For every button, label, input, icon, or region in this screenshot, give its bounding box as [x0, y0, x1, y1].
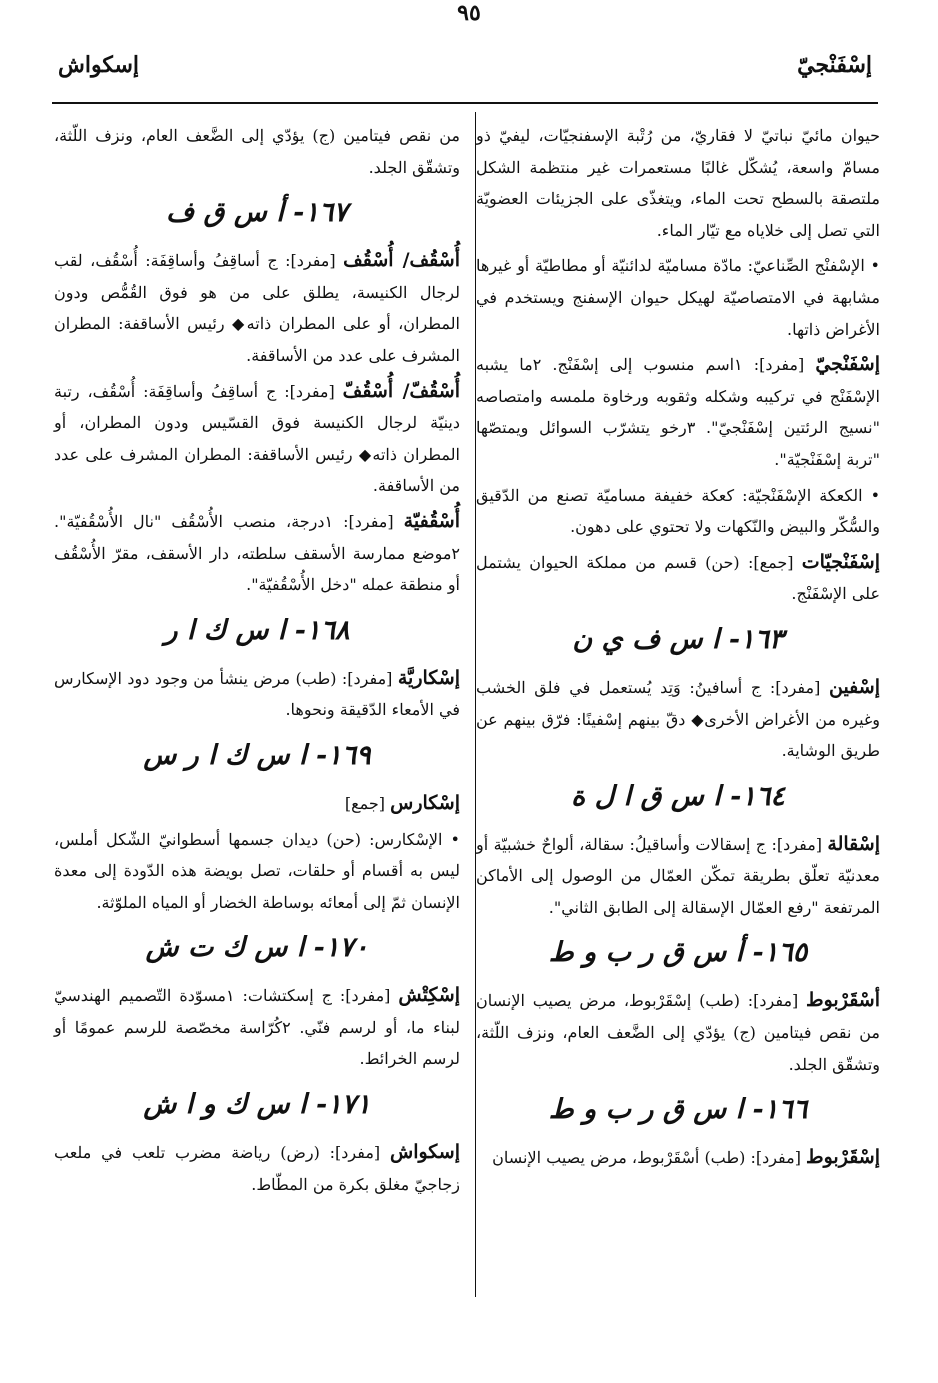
entry-text: [مفرد]: ج أساقِفُ وأساقِفَة: أُسْقُف، رتبة دينيّة لرجال الكنيسة فوق القسّيس ودون المطران، أو المطران ذاته◆ رئيس الأساقفة: المطران المشرف على عدد من الأساقفة.	[54, 381, 460, 496]
entry-paragraph	[476, 120, 880, 246]
entry-headword: إسْكِتْش	[398, 984, 461, 1007]
dictionary-entry	[476, 1142, 880, 1174]
entry-headword: إسْقالة	[827, 832, 880, 855]
entry-text: [مفرد]: (رض) رياضة مضرب تلعب في ملعب زجاجيّ مغلق بكرة من المطّاط.	[54, 1143, 460, 1194]
header-rule	[52, 102, 878, 104]
root-section-heading: ١٦٨- ا س ك ا ر	[164, 614, 350, 646]
root-section-heading: ١٦٩- ا س ك ا ر س	[143, 739, 371, 771]
entry-text: [مفرد]: ج أسافينُ: وَتِد يُستعمل في فلق الخشب وغيره من الأغراض الأخرى◆ دقّ بينهم إسْفينًا: فرّق بينهم عن طريق الوشاية.	[476, 677, 880, 761]
entry-headword: إسْفَنْجيّات	[801, 550, 880, 573]
entry-headword: إسْكارس	[390, 791, 460, 814]
entry-headword: أُسْقُفيّة	[403, 509, 460, 532]
entry-text: من نقص فيتامين (ج) يؤدّي إلى الضَّعف العام، ونزف اللّثة، وتشقّق الجلد.	[54, 126, 460, 177]
entry-headword: إسْفَنْجيّ	[815, 353, 880, 376]
running-header-first-word: إسْفَنْجيّ	[797, 52, 872, 78]
left-column	[54, 120, 460, 1204]
root-section-heading: ١٦٥- أ س ق ر ب و ط	[548, 937, 808, 969]
dictionary-entry	[54, 506, 460, 601]
entry-headword: إسْفين	[828, 675, 880, 698]
entry-headword: إسْقَرْبوط	[806, 1146, 880, 1169]
root-section-heading: ١٦٤- ا س ق ا ل ة	[571, 780, 785, 812]
dictionary-entry	[54, 1137, 460, 1200]
dictionary-entry	[476, 829, 880, 924]
entry-text: [جمع]	[344, 793, 391, 813]
dictionary-entry	[54, 788, 460, 820]
entry-headword: إسْكاريَّة	[397, 666, 460, 689]
entry-paragraph	[54, 120, 460, 183]
dictionary-entry	[476, 349, 880, 475]
root-section-heading: ١٦٧- أ س ق ف	[166, 197, 348, 229]
entry-text: [مفرد]: ١اسم منسوب إلى إسْفَنْج. ٢ما يشبه الإسْفَنْج في تركيبه وشكله وثقوبه ورخاوة ملمسه وامتصاصه "نسيج الرئتين إسْفَنْجيّ". ٣رخو يتشرّب السوائل ويمتصّها "تربة إسْفَنْجيّة".	[476, 355, 881, 469]
root-section-heading: ١٧٠- ا س ك ت ش	[145, 932, 369, 964]
right-column	[476, 120, 880, 1178]
entry-paragraph	[476, 250, 880, 345]
entry-headword: أسْقَرْبوط	[806, 989, 880, 1012]
entry-text: • الإسْفنْج الصِّناعيّ: مادّة مساميّة لدائنيّة أو مطاطيّة أو غيرها مشابهة في الامتصاصيّة لهيكل حيوان الإسفنج ويستخدم في الأغراض ذاتها.	[476, 256, 880, 339]
root-section-heading: ١٦٦- ا س ق ر ب و ط	[548, 1094, 808, 1126]
entry-text: [مفرد]: ج إسكتشات: ١مسوّدة التّصميم الهندسيّ لبناء ما، أو لرسم فنّي. ٢كُرّاسة مخصّصة للرسم عمومًا أو لرسم الخرائط.	[54, 986, 461, 1069]
dictionary-entry	[54, 245, 460, 371]
root-section-heading: ١٦٣- ا س ف ي ن	[572, 623, 784, 655]
dictionary-entry	[54, 376, 460, 502]
entry-text: حيوان مائيّ نباتيّ لا فقاريّ، من رُتْبة الإسفنجيّات، ليفيّ ذو مسامّ واسعة، يُشكّل غالبًا مستعمرات غير منتظمة الشكل ملتصقة بالسطح تحت الماء، ويتغذّى على الجزيئات العضويّة التي تصل إلى خلاياه مع تيّار الماء.	[476, 126, 880, 240]
entry-text: [مفرد]: (طب) إسْقَرْبوط، مرض يصيب الإنسان من نقص فيتامين (ج) يؤدّي إلى الضَّعف العام، ونزف اللّثة، وتشقّق الجلد.	[476, 991, 880, 1074]
entry-text: [مفرد]: ج أساقِفُ وأساقِفَة: أُسْقُف، لقب لرجال الكنيسة، يطلق على من هو فوق القُمُّص ودون المطران، أو على المطران ذاته◆ رئيس الأساقفة: المطران المشرف على عدد من الأساقفة.	[54, 251, 460, 365]
entry-paragraph	[476, 480, 880, 543]
entry-text: [مفرد]: (طب) أسْقَرْبوط، مرض يصيب الإنسان	[492, 1148, 807, 1168]
running-header-last-word: إسكواش	[58, 52, 140, 78]
entry-text: [مفرد]: (طب) مرض ينشأ من وجود دود الإسكارس في الأمعاء الدّقيقة ونحوها.	[54, 668, 460, 720]
entry-text: [مفرد]: ١درجة، منصب الأُسْقُف "نال الأُسْقُفيّة". ٢موضع ممارسة الأسقف سلطته، دار الأسقف، مقرّ الأُسْقُف أو منطقة عمله "دخل الأُسْقُفيّة".	[54, 511, 460, 595]
entry-text: • الكعكة الإسْفَنْجيّة: كعكة خفيفة مساميّة تصنع من الدّقيق والسُّكّر والبيض والنّكهات ولا تحتوي على دهون.	[476, 485, 880, 537]
entry-text: • الإسْكارس: (حن) ديدان جسمها أسطوانيّ الشّكل أملس، ليس به أقسام أو حلقات، تصل بويضة هذه الدّودة إلى معدة الإنسان ثمّ إلى أمعائه بوساطة الخضار أو المياه الملوّثة.	[54, 829, 460, 912]
entry-headword: أُسْقُفّ/ أُسْقُفّ	[342, 379, 460, 402]
root-section-heading: ١٧١- ا س ك و ا ش	[143, 1089, 371, 1121]
dictionary-entry	[476, 985, 880, 1080]
entry-text: [جمع]: (حن) قسم من مملكة الحيوان يشتمل على الإسْفَنْج.	[476, 552, 880, 604]
page-number: ٩٥	[457, 0, 481, 26]
entry-text: [مفرد]: ج إسقالات وأساقيلُ: سقالة، ألواحٌ خشبيّة أو معدنيّة تعلّق بطريقة تمكّن العمّال من الوصول إلى الأماكن المرتفعة "رفع العمّال الإسقالة إلى الطابق الثاني".	[476, 834, 880, 917]
entry-headword: إسكواش	[390, 1141, 460, 1164]
dictionary-entry	[476, 547, 880, 610]
dictionary-entry	[54, 980, 460, 1075]
entry-headword: أُسْقُف/ أُسْقُف	[343, 249, 460, 272]
dictionary-entry	[54, 663, 460, 726]
dictionary-entry	[476, 672, 880, 767]
entry-paragraph	[54, 824, 460, 919]
